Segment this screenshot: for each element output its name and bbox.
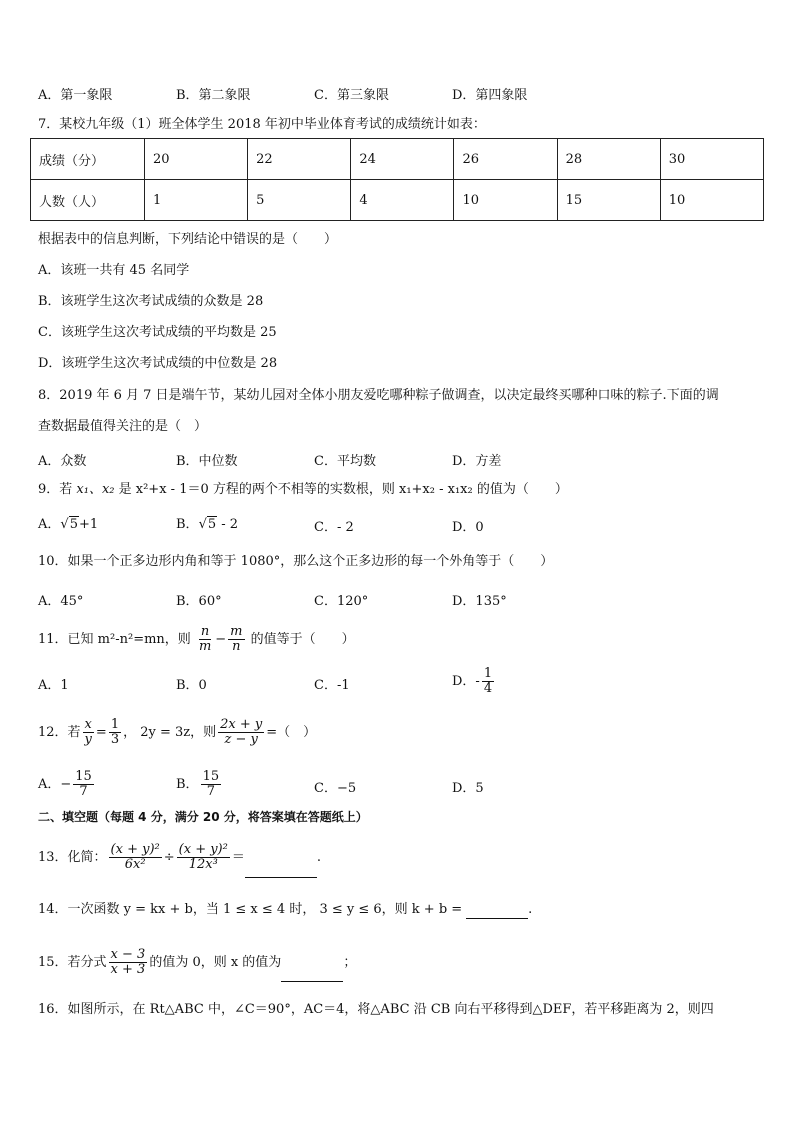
numerator: 15 [75, 769, 92, 785]
q9-mid: 是 x²+x - 1＝0 方程的两个不相等的实数根，则 x₁+x₂ - x₁x₂ 的值为（ ） [114, 482, 568, 497]
denominator: m [198, 639, 212, 654]
denominator: 7 [79, 784, 88, 799]
numerator: 2x + y [220, 717, 263, 733]
q8-option-c: C．平均数 [314, 454, 376, 469]
q9-option-a-tail: +1 [78, 517, 99, 532]
q14-answer-blank[interactable] [466, 918, 528, 919]
q12-condition: ， 2y = 3z，则 [123, 725, 217, 740]
table-row [31, 139, 764, 180]
denominator: 12x³ [188, 857, 218, 872]
q8-option-b: B．中位数 [176, 454, 238, 469]
q8-line1: 8．2019 年 6 月 7 日是端午节，某幼儿园对全体小朋友爱吃哪种粽子做调查，以决定最终买哪种口味的粽子.下面的调 [38, 388, 719, 403]
q11-fraction-n-over-m [197, 625, 213, 653]
q12-option-d: D．5 [452, 781, 484, 796]
numerator: x − 3 [110, 947, 146, 963]
table-cell: 28 [557, 139, 660, 180]
q13-prefix: 13．化简： [38, 850, 107, 865]
table-cell: 22 [248, 139, 351, 180]
q11-option-d-label: D．- [452, 674, 480, 689]
q7-option-d: D．该班学生这次考试成绩的中位数是 28 [38, 356, 278, 371]
q8-line2: 查数据最值得关注的是（ ） [38, 419, 208, 434]
q6-option-c: C．第三象限 [314, 88, 389, 103]
denominator: 3 [110, 732, 120, 747]
q9-radicand-b: 5 [207, 517, 217, 532]
numerator: m [230, 624, 243, 640]
q12-option-b-fraction [201, 770, 222, 798]
q7-prompt: 根据表中的信息判断，下列结论中错误的是（ ） [38, 232, 338, 247]
q13-end: . [316, 850, 322, 865]
q11-prefix: 11．已知 m²-n²=mn，则 [38, 632, 191, 647]
equals-sign: = [95, 725, 107, 740]
denominator: 6x² [124, 857, 146, 872]
q9-stem [38, 481, 568, 499]
score-table [30, 138, 764, 221]
table-cell: 26 [454, 139, 557, 180]
minus-sign: − [215, 632, 227, 647]
q7-stem: 7．某校九年级（1）班全体学生 2018 年初中毕业体育考试的成绩统计如表： [38, 117, 486, 132]
q6-option-a: A．第一象限 [38, 88, 113, 103]
denominator: y [84, 732, 92, 747]
q12-fraction-one-third [109, 718, 121, 746]
denominator: n [232, 639, 241, 654]
q6-option-b: B．第二象限 [176, 88, 251, 103]
q12-option-a-label: A．− [38, 777, 72, 792]
table-cell: 20 [145, 139, 248, 180]
table-cell: 24 [351, 139, 454, 180]
denominator: z − y [224, 732, 258, 747]
table-cell: 1 [145, 180, 248, 221]
q15-answer-blank[interactable] [281, 981, 343, 982]
denominator: 7 [206, 784, 215, 799]
q13-stem [38, 838, 321, 878]
q14-text: 14．一次函数 y = kx + b，当 1 ≤ x ≤ 4 时， 3 ≤ y ≤ 6，则 k + b = [38, 902, 463, 917]
q15-fraction [109, 948, 148, 976]
q12-fraction-x-over-y [83, 718, 94, 746]
table-cell: 5 [248, 180, 351, 221]
q9-option-c: C．- 2 [314, 520, 354, 535]
q9-option-a-label: A． [38, 517, 61, 532]
q10-option-d: D．135° [452, 594, 507, 609]
numerator: x [84, 717, 92, 733]
equals-sign: ＝ [231, 850, 245, 865]
q9-option-b: B．√5 - 2 [176, 517, 239, 532]
q15-end: ； [343, 955, 357, 970]
denominator: 4 [483, 681, 493, 696]
q10-option-a: A．45° [38, 594, 84, 609]
table-cell: 人数（人） [31, 180, 145, 221]
q13-fraction-2 [177, 843, 230, 871]
table-cell: 10 [454, 180, 557, 221]
q12-suffix: =（ ） [266, 725, 317, 740]
q11-fraction-m-over-n [228, 625, 244, 653]
q8-option-d: D．方差 [452, 454, 502, 469]
q11-option-d [452, 664, 496, 700]
q12-option-b-label: B． [176, 777, 199, 792]
table-cell: 30 [660, 139, 763, 180]
q12-option-a [38, 766, 96, 804]
q15-prefix: 15．若分式 [38, 955, 107, 970]
q10-option-b: B．60° [176, 594, 222, 609]
q12-option-b [176, 766, 223, 804]
q7-option-a: A．该班一共有 45 名同学 [38, 263, 190, 278]
q10-stem: 10．如果一个正多边形内角和等于 1080°，那么这个正多边形的每一个外角等于（ ） [38, 554, 554, 569]
numerator: n [200, 624, 210, 640]
q9-option-b-tail: - 2 [217, 517, 239, 532]
q14-end: . [528, 902, 533, 917]
numerator: 1 [110, 717, 120, 733]
numerator: 1 [483, 666, 493, 682]
q12-option-a-fraction [73, 770, 94, 798]
q16-stem: 16．如图所示，在 Rt△ABC 中，∠C＝90°，AC＝4，将△ABC 沿 CB 向右平移得到△DEF，若平移距离为 2，则四 [38, 1002, 714, 1017]
q9-option-b-label: B． [176, 517, 199, 532]
table-row [31, 180, 764, 221]
q9-option-a: A．√5+1 [38, 517, 99, 532]
q12-fraction-expression [218, 718, 264, 746]
divide-sign: ÷ [163, 850, 175, 865]
q13-fraction-1 [109, 843, 162, 871]
q11-option-b: B．0 [176, 678, 207, 693]
q11-option-c: C．-1 [314, 678, 350, 693]
q11-option-d-fraction [482, 667, 494, 695]
q8-option-a: A．众数 [38, 454, 87, 469]
numerator: 15 [202, 769, 220, 785]
q11-option-a: A．1 [38, 678, 69, 693]
q13-answer-blank[interactable] [245, 877, 317, 878]
table-cell: 10 [660, 180, 763, 221]
q6-option-d: D．第四象限 [452, 88, 528, 103]
q9-prefix: 9．若 [38, 482, 77, 497]
q11-suffix: 的值等于（ ） [250, 632, 355, 647]
q7-option-c: C．该班学生这次考试成绩的平均数是 25 [38, 325, 277, 340]
numerator: (x + y)² [110, 842, 160, 858]
q9-roots: x₁、x₂ [76, 482, 115, 497]
section-title-fill-in: 二、填空题（每题 4 分，满分 20 分，将答案填在答题纸上） [38, 810, 368, 824]
q9-radicand-a: 5 [69, 517, 78, 532]
q15-mid: 的值为 0，则 x 的值为 [149, 955, 282, 970]
q9-option-d: D．0 [452, 520, 484, 535]
q15-stem [38, 944, 356, 982]
q12-option-c: C．−5 [314, 781, 357, 796]
table-cell: 成绩（分） [31, 139, 145, 180]
q12-stem [38, 714, 316, 752]
q11-stem [38, 622, 355, 658]
denominator: x + 3 [110, 962, 146, 977]
table-cell: 4 [351, 180, 454, 221]
table-cell: 15 [557, 180, 660, 221]
q7-option-b: B．该班学生这次考试成绩的众数是 28 [38, 294, 264, 309]
numerator: (x + y)² [178, 842, 228, 858]
q14-stem [38, 901, 532, 919]
q10-option-c: C．120° [314, 594, 369, 609]
q12-prefix: 12．若 [38, 725, 81, 740]
